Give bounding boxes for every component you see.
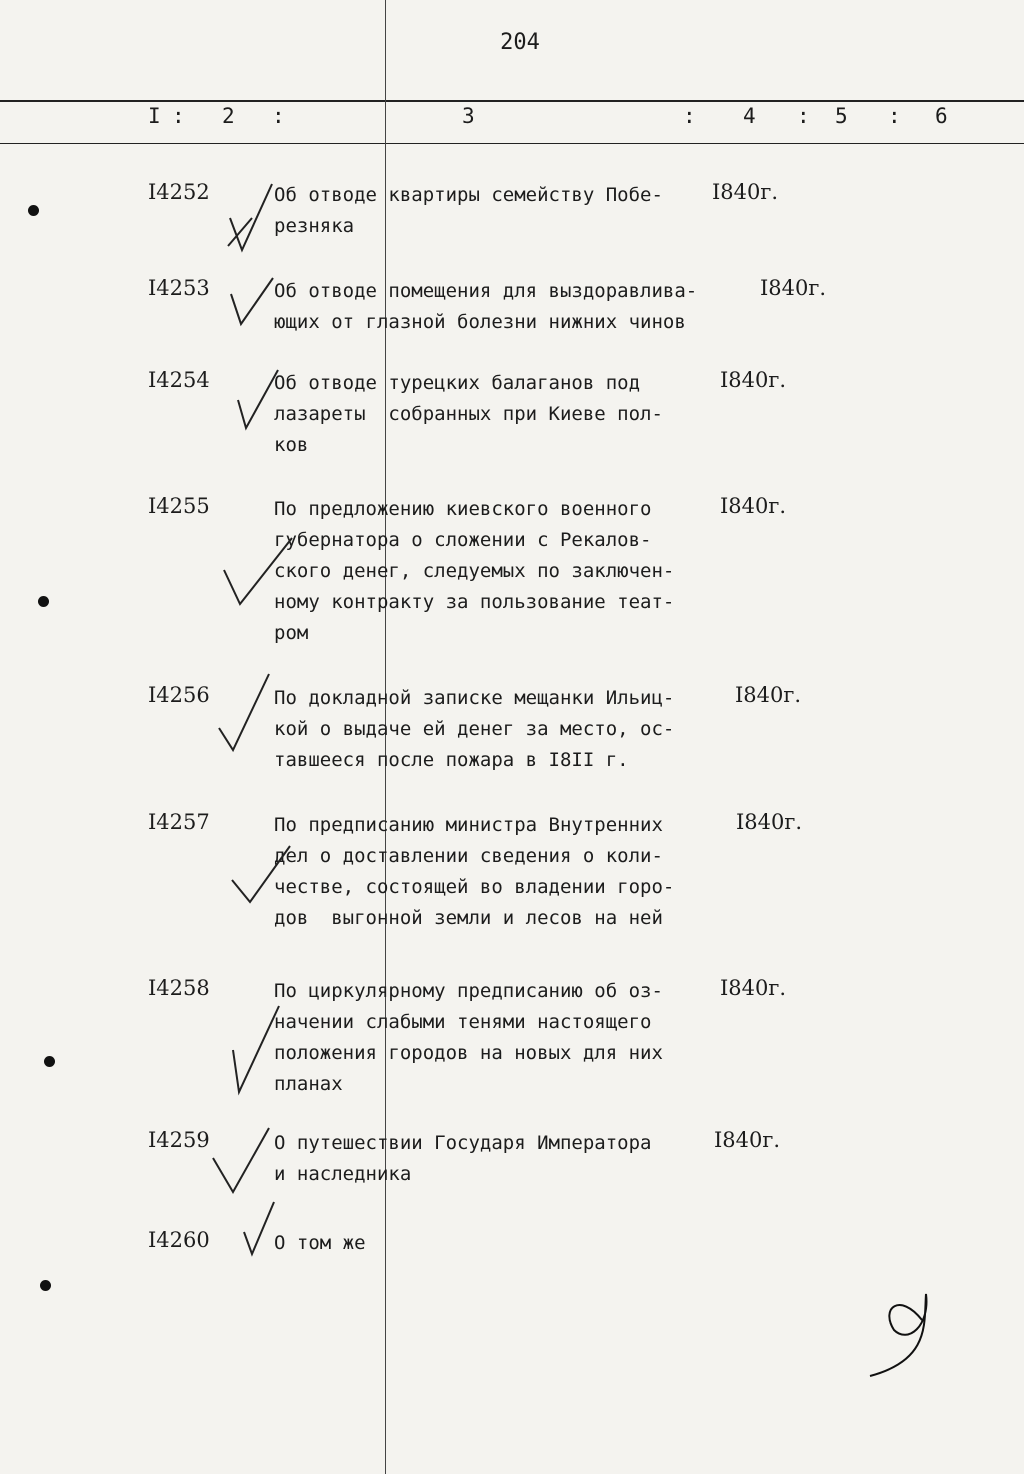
header-col5: 5 (835, 104, 848, 128)
entry-title-line: ром (274, 622, 309, 644)
entry-year: I840г. (720, 368, 787, 392)
checkmark-icon (225, 1000, 285, 1100)
entry-title-line: губернатора о сложении с Рекалов- (274, 529, 652, 551)
header-col3: 3 (462, 104, 475, 128)
checkmark-icon (215, 668, 275, 758)
header-col6: 6 (935, 104, 948, 128)
header-rule (0, 143, 1024, 144)
entry-number: I4253 (148, 276, 210, 300)
entry-number: I4259 (148, 1128, 210, 1152)
entry-title-line: лазареты собранных при Киеве пол- (274, 403, 663, 425)
entry-year: I840г. (760, 276, 827, 300)
entry-year: I840г. (720, 976, 787, 1000)
header-sep-4: : (797, 104, 810, 128)
header-col4: 4 (743, 104, 756, 128)
checkmark-icon (228, 840, 298, 910)
entry-title-line: Об отводе турецких балаганов под (274, 372, 641, 394)
entry-title (274, 683, 734, 776)
entry-number: I4258 (148, 976, 210, 1000)
checkmark-icon (228, 366, 283, 436)
handwritten-folio-number-icon (860, 1280, 950, 1390)
entry-title-line: По циркулярному предписанию об оз- (274, 980, 663, 1002)
punch-hole-dot (40, 1280, 51, 1291)
entry-number: I4257 (148, 810, 210, 834)
checkmark-icon (240, 1198, 280, 1258)
page-number: 204 (500, 30, 540, 55)
entry-title (274, 976, 734, 1100)
entry-title-line: О том же (274, 1232, 366, 1254)
entry-title-line: тавшееся после пожара в I8II г. (274, 749, 629, 771)
entry-title-line: начении слабыми тенями настоящего (274, 1011, 652, 1033)
entry-title-line: По предписанию министра Внутренних (274, 814, 663, 836)
header-sep-5: : (888, 104, 901, 128)
header-sep-3: : (683, 104, 696, 128)
header-col2: 2 (222, 104, 235, 128)
entry-year: I840г. (712, 180, 779, 204)
checkmark-icon (218, 530, 298, 610)
entry-title (274, 810, 734, 934)
entry-title-line: О путешествии Государя Императора (274, 1132, 652, 1154)
header-col1: I (148, 104, 161, 128)
entry-title-line: кой о выдаче ей денег за место, ос- (274, 718, 675, 740)
entry-title (274, 180, 734, 242)
entry-title (274, 276, 734, 338)
entry-title-line: честве, состоящей во владении горо- (274, 876, 675, 898)
entry-title-line: резняка (274, 215, 355, 237)
entry-title-line: ному контракту за пользование теат- (274, 591, 675, 613)
entry-title-line: ского денег, следуемых по заключен- (274, 560, 675, 582)
entry-year: I840г. (714, 1128, 781, 1152)
entry-title-line: ков (274, 434, 309, 456)
entry-title-line: планах (274, 1073, 343, 1095)
entry-title-line: дов выгонной земли и лесов на ней (274, 907, 663, 929)
entry-number: I4256 (148, 683, 210, 707)
entry-title (274, 1128, 734, 1190)
entry-year: I840г. (735, 683, 802, 707)
entry-number: I4254 (148, 368, 210, 392)
header-sep-2: : (272, 104, 285, 128)
entry-title (274, 494, 734, 649)
entry-number: I4260 (148, 1228, 210, 1252)
entry-title-line: положения городов на новых для них (274, 1042, 663, 1064)
entry-title (274, 1228, 734, 1259)
entry-title-line: и наследника (274, 1163, 412, 1185)
entry-title-line: ющих от глазной болезни нижних чинов (274, 311, 686, 333)
entry-year: I840г. (720, 494, 787, 518)
entry-year: I840г. (736, 810, 803, 834)
punch-hole-dot (28, 205, 39, 216)
punch-hole-dot (44, 1056, 55, 1067)
entry-title-line: дел о доставлении сведения о коли- (274, 845, 663, 867)
entry-title-line: Об отводе помещения для выздоравлива- (274, 280, 698, 302)
checkmark-icon (205, 1122, 275, 1202)
checkmark-icon (225, 274, 280, 334)
entry-title-line: По предложению киевского военного (274, 498, 652, 520)
top-rule (0, 100, 1024, 102)
entry-number: I4255 (148, 494, 210, 518)
entry-number: I4252 (148, 180, 210, 204)
header-sep-1: : (172, 104, 185, 128)
entry-title (274, 368, 734, 461)
checkmark-icon (220, 178, 280, 258)
entry-title-line: По докладной записке мещанки Ильиц- (274, 687, 675, 709)
punch-hole-dot (38, 596, 49, 607)
entry-title-line: Об отводе квартиры семейству Побе- (274, 184, 663, 206)
